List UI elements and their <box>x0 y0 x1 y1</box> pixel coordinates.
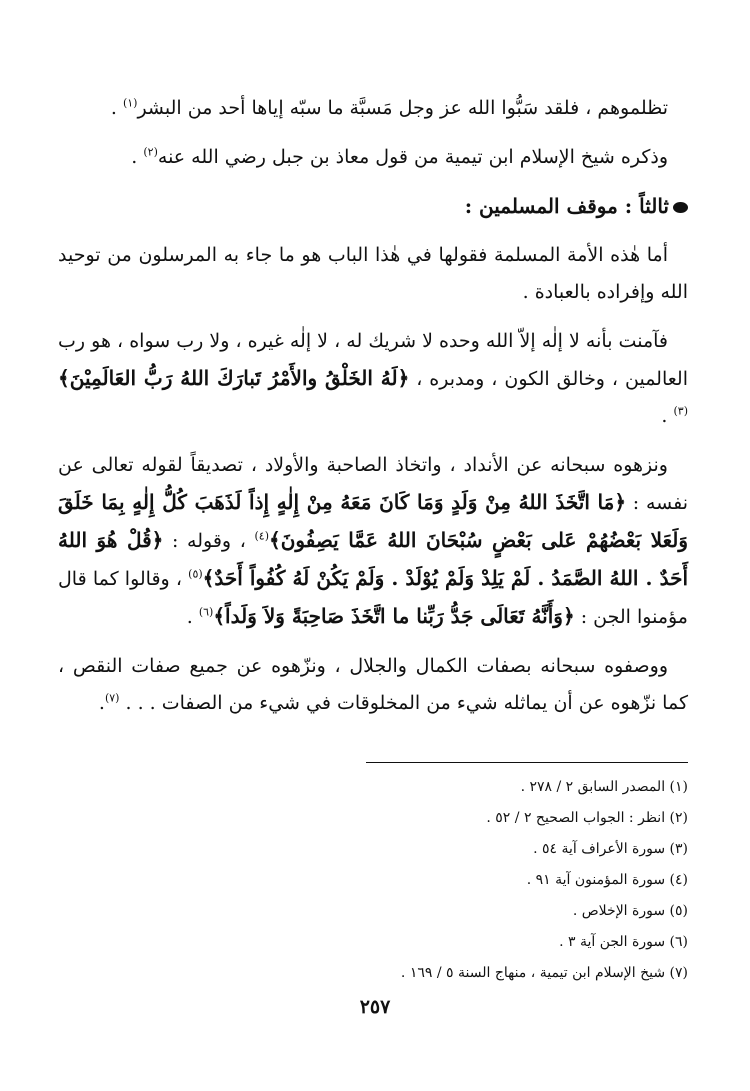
bullet-icon <box>673 202 688 213</box>
footnotes-list <box>288 772 688 989</box>
text-run: وذكره شيخ الإسلام ابن تيمية من قول معاذ بن جبل رضي الله عنه <box>157 146 668 168</box>
paragraph <box>58 648 688 722</box>
paragraph <box>58 323 688 435</box>
paragraph <box>58 447 688 636</box>
text-run: . <box>661 405 674 427</box>
text-run: ونزهوه سبحانه عن الأنداد ، واتخاذ الصاحبة والأولاد ، تصديقاً لقوله تعالى عن نفسه : <box>58 454 688 514</box>
quran-verse: ﴿وَأَنَّهُ تَعَالَى جَدُّ رَبِّنا ما اتَّخَذَ صَاحِبَةً وَلاَ وَلَداً﴾ <box>213 604 575 628</box>
footnote-ref: (٣) <box>673 404 688 418</box>
footnote-ref: (١) <box>122 96 138 110</box>
body-text <box>58 90 688 722</box>
text-run: . <box>110 97 123 119</box>
paragraph <box>58 139 688 176</box>
footnote-ref: (٤) <box>254 529 269 543</box>
footnote-ref: (٢) <box>143 145 158 159</box>
text-run: . <box>131 146 144 168</box>
quran-verse: ﴿قُلْ هُوَ اللهُ أَحَدٌ . اللهُ الصَّمَدُ . لَمْ يَلِدْ وَلَمْ يُوْلَدْ . وَلَمْ يَكُنْ لَهُ كُفُواً أَحَدٌ﴾ <box>58 528 688 590</box>
text-run: فآمنت بأنه لا إلٰه إلاّ الله وحده لا شريك له ، لا إلٰه غيره ، ولا رب سواه ، هو رب العالمين ، وخالق الكون ، ومدبره ، <box>58 330 688 390</box>
quran-verse: ﴿مَا اتَّخَذَ اللهُ مِنْ وَلَدٍ وَمَا كَانَ مَعَهُ مِنْ إِلٰهٍ إِذاً لَذَهَبَ كُلُّ إِلٰهٍ بِمَا خَلَقَ وَلَعَلا بَعْضُهُمْ عَلى بَعْضٍ سُبْحَانَ اللهُ عَمَّا يَصِفُونَ﴾ <box>58 490 688 552</box>
footnote-ref: (٥) <box>188 567 203 581</box>
footnote-item: (٧) شيخ الإسلام ابن تيمية ، منهاج السنة ٥ / ١٦٩ . <box>400 965 688 981</box>
quran-verse: ﴿لَهُ الخَلْقُ والأَمْرُ تَبارَكَ اللهُ رَبُّ العَالَمِيْنَ﴾ <box>58 366 410 390</box>
text-run: ثالثاً : موقف المسلمين : <box>464 194 669 218</box>
footnote-item: (١) المصدر السابق ٢ / ٢٧٨ . <box>520 779 688 795</box>
paragraph <box>58 90 688 127</box>
text-run: . <box>186 606 199 628</box>
text-run: ، وقوله : <box>163 530 255 552</box>
page-number: ٢٥٧ <box>359 996 391 1018</box>
footnote-separator <box>366 762 688 763</box>
footnote-item: (٢) انظر : الجواب الصحيح ٢ / ٥٢ . <box>486 810 688 826</box>
footnote-item: (٦) سورة الجن آية ٣ . <box>559 934 688 950</box>
text-run: أما هٰذه الأمة المسلمة فقولها في هٰذا الباب هو ما جاء به المرسلون من توحيد الله وإفراده بالعبادة . <box>58 244 688 303</box>
footnote-ref: (٧) <box>104 691 120 705</box>
footnote-item: (٤) سورة المؤمنون آية ٩١ . <box>526 872 688 888</box>
text-run: ، وقالوا كما قال مؤمنوا الجن : <box>58 568 688 628</box>
paragraph <box>58 237 688 311</box>
text-run: تظلموهم ، فلقد سَبُّوا الله عز وجل مَسبَّة ما سبّه إياها أحد من البشر <box>137 97 668 119</box>
footnote-item: (٥) سورة الإخلاص . <box>572 903 688 919</box>
section-heading <box>58 188 688 225</box>
text-run: ووصفوه سبحانه بصفات الكمال والجلال ، ونزّهوه عن جميع صفات النقص ، كما نزّهوه عن أن يماثله شيء من المخلوقات في شيء من الصفات . . . <box>58 655 688 714</box>
footnote-item: (٣) سورة الأعراف آية ٥٤ . <box>533 841 688 857</box>
text-run: . <box>98 692 105 714</box>
footnote-ref: (٦) <box>198 605 214 619</box>
